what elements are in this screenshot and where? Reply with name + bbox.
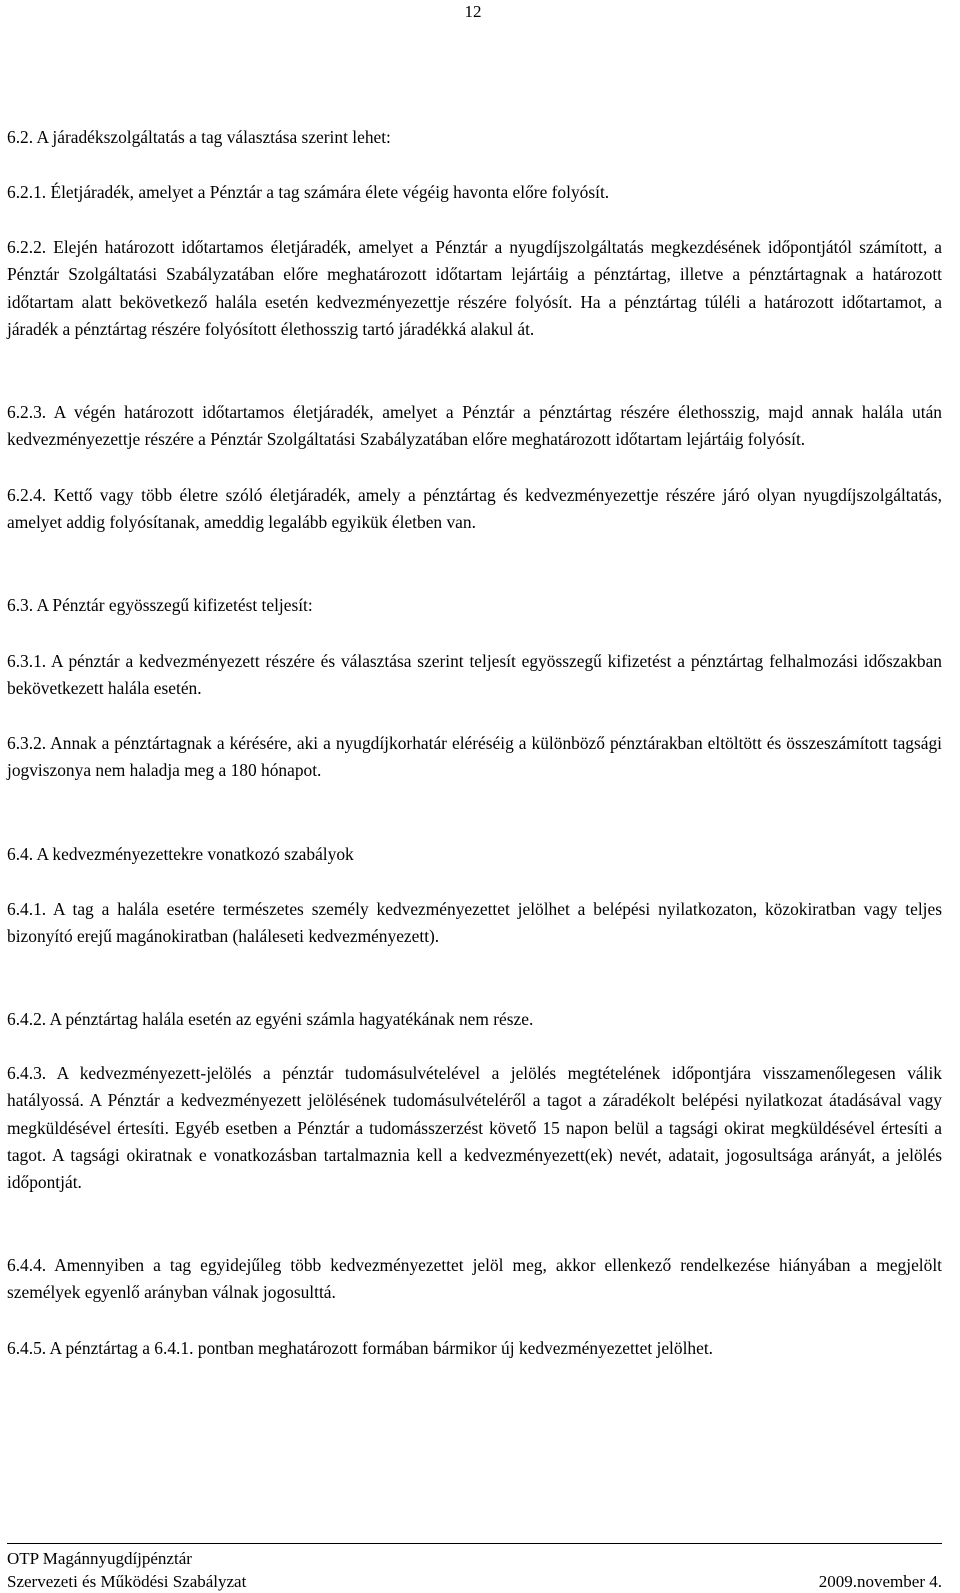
paragraph-6-3-1: 6.3.1. A pénztár a kedvezményezett részére és választása szerint teljesít egyösszegű kifizetést a pénztártag felhalmozási időszakban bekövetkezett halála esetén. [7, 651, 942, 699]
page-footer [7, 1547, 942, 1593]
paragraph-6-4-1: 6.4.1. A tag a halála esetére természetes személy kedvezményezettet jelölhet a belépési nyilatkozaton, közokiratban vagy teljes bizonyító erejű magánokiratban (haláleseti kedvezményezett). [7, 899, 942, 947]
footer-divider [7, 1543, 942, 1544]
paragraph-6-3-2: 6.3.2. Annak a pénztártagnak a kérésére, aki a nyugdíjkorhatár eléréséig a különböző pénztárakban eltöltött és összeszámított tagsági jogviszonya nem haladja meg a 180 hónapot. [7, 733, 942, 781]
paragraph-6-2-3: 6.2.3. A végén határozott időtartamos életjáradék, amelyet a Pénztár a pénztártag részére élethosszig, majd annak halála után kedvezményezettje részére a Pénztár Szolgáltatási Szabályzatában előre meghatározott időtartam lejártáig folyósít. [7, 402, 942, 450]
paragraph-6-4-4: 6.4.4. Amennyiben a tag egyidejűleg több kedvezményezettet jelöl meg, akkor ellenkező rendelkezése hiányában a megjelölt személyek egyenlő arányban válnak jogosulttá. [7, 1255, 942, 1303]
page-number: 12 [464, 2, 482, 21]
footer-row [7, 1570, 942, 1593]
footer-date: 2009.november 4. [818, 1572, 942, 1591]
paragraph-6-4-5: 6.4.5. A pénztártag a 6.4.1. pontban meghatározott formában bármikor új kedvezményezettet jelölhet. [7, 1338, 714, 1358]
paragraph-6-4-3: 6.4.3. A kedvezményezett-jelölés a pénztár tudomásulvételével a jelölés megtételének időpontjára visszamenőlegesen válik hatályossá. A Pénztár a kedvezményezett jelölésének tudomásulvételéről a tagot a záradékolt belépési nyilatkozat átadásával vagy megküldésével értesíti. Egyéb esetben a Pénztár a tudomásszerzést követő 15 napon belül a tagsági okirat megküldésével értesíti a tagot. A tagsági okiratnak e vonatkozásban tartalmaznia kell a kedvezményezett(ek) nevét, adatait, jogosultsága arányát, a jelölés időpontját. [7, 1063, 942, 1193]
paragraph-6-2: 6.2. A járadékszolgáltatás a tag választása szerint lehet: [7, 127, 391, 147]
paragraph-6-2-4: 6.2.4. Kettő vagy több életre szóló életjáradék, amely a pénztártag és kedvezményezettje részére járó olyan nyugdíjszolgáltatás, amelyet addig folyósítanak, ameddig legalább egyikük életben van. [7, 485, 942, 533]
paragraph-6-2-1: 6.2.1. Életjáradék, amelyet a Pénztár a tag számára élete végéig havonta előre folyósít. [7, 182, 610, 202]
paragraph-6-4-2: 6.4.2. A pénztártag halála esetén az egyéni számla hagyatékának nem része. [7, 1009, 534, 1029]
paragraph-6-3: 6.3. A Pénztár egyösszegű kifizetést teljesít: [7, 595, 313, 615]
paragraph-6-2-2: 6.2.2. Elején határozott időtartamos életjáradék, amelyet a Pénztár a nyugdíjszolgáltatás megkezdésének időpontjától számított, a Pénztár Szolgáltatási Szabályzatában előre meghatározott időtartam lejártáig a pénztártag, illetve a pénztártagnak a határozott időtartam alatt bekövetkező halála esetén kedvezményezettje részére folyósít. Ha a pénztártag túléli a határozott időtartamot, a járadék a pénztártag részére folyósított élethosszig tartó járadékká alakul át. [7, 237, 942, 339]
footer-document-title: Szervezeti és Működési Szabályzat [7, 1572, 247, 1591]
paragraph-6-4: 6.4. A kedvezményezettekre vonatkozó szabályok [7, 844, 354, 864]
footer-organization: OTP Magánnyugdíjpénztár [7, 1549, 192, 1568]
